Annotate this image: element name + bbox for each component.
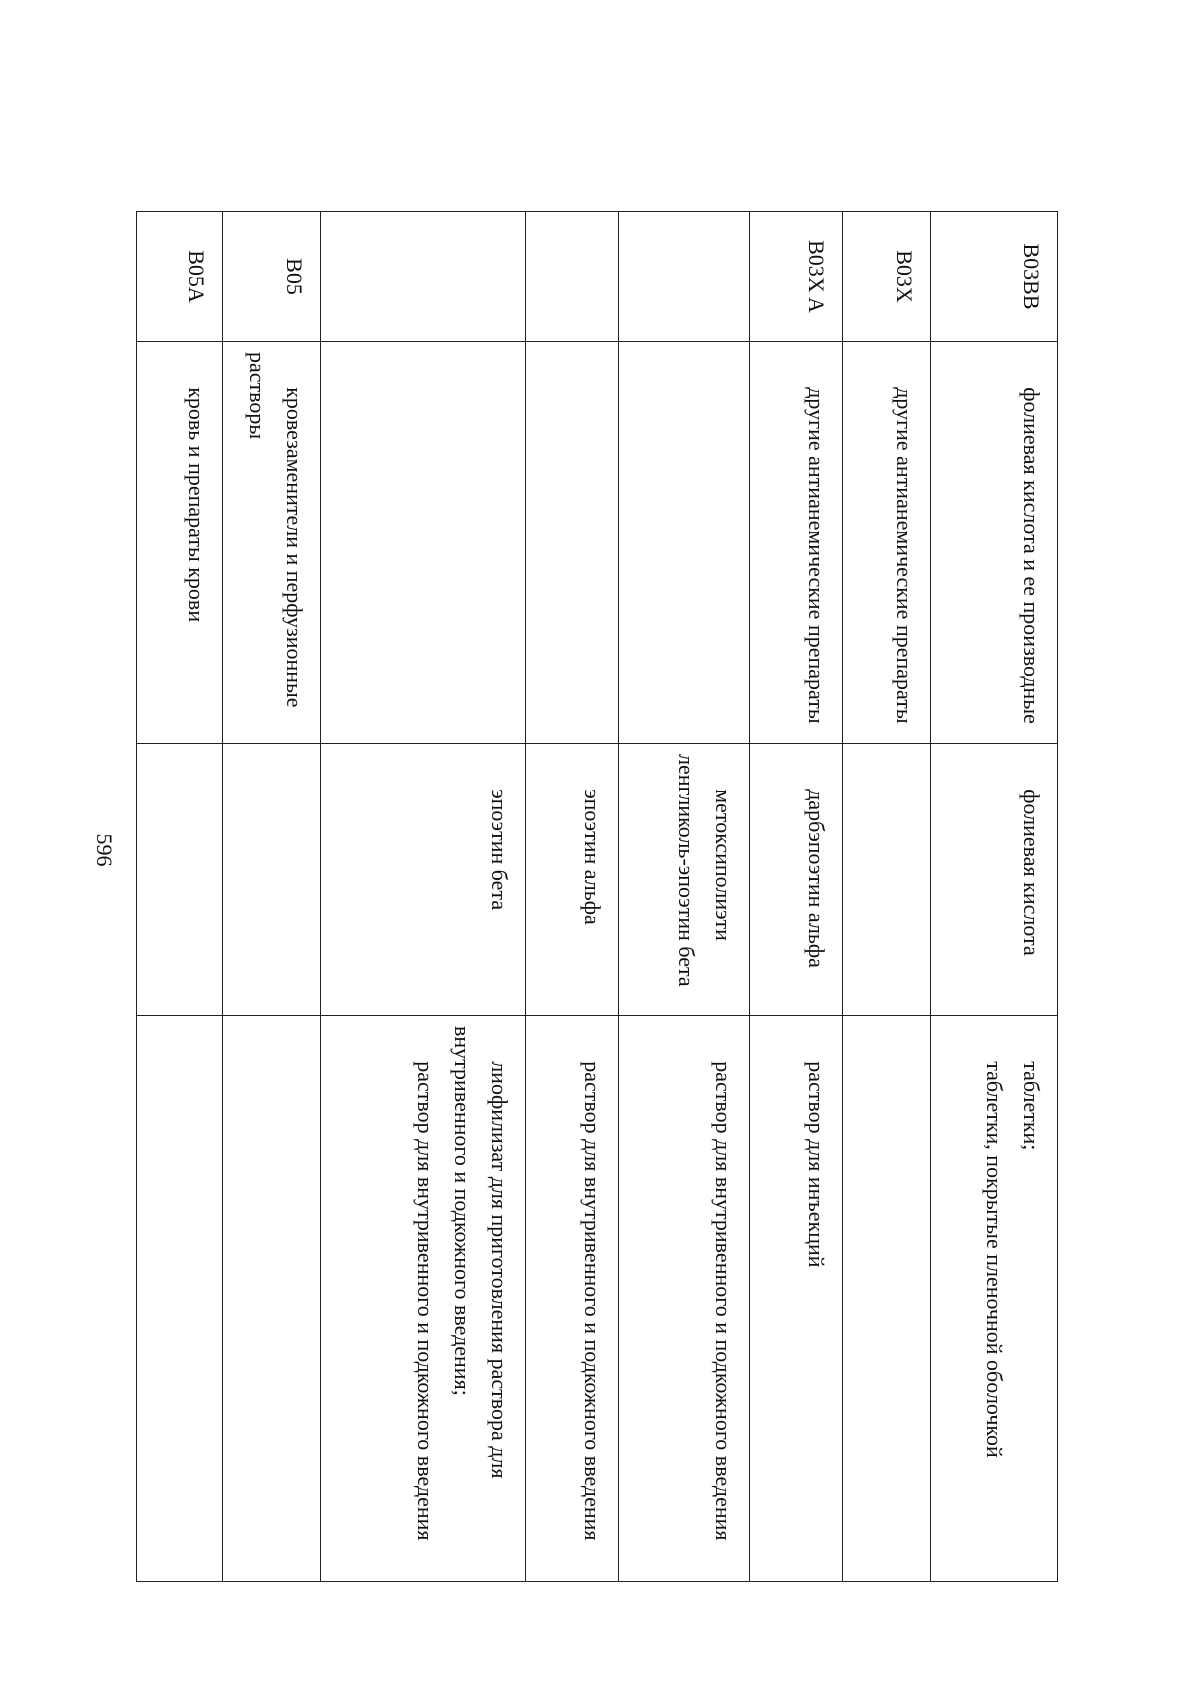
atc-code-cell: [526, 212, 619, 342]
form-line: таблетки;: [1019, 1061, 1044, 1151]
table-row: [619, 212, 750, 1582]
form-line: лиофилизат для приготовления раствора для внутривенного и подкожного введения;: [450, 1026, 512, 1479]
group-cell: другие антианемические препараты: [750, 342, 843, 744]
form-line: раствор для инъекций: [804, 1061, 829, 1268]
forms-cell: [137, 1016, 223, 1582]
atc-code-cell: B03X A: [750, 212, 843, 342]
group-cell: [619, 342, 750, 744]
forms-cell: [321, 1016, 526, 1582]
forms-cell: [931, 1016, 1058, 1582]
table-row: [526, 212, 619, 1582]
forms-cell: [526, 1016, 619, 1582]
form-line: раствор для внутривенного и подкожного введения: [580, 1061, 605, 1541]
forms-cell: [843, 1016, 931, 1582]
table-rotation-wrapper: [137, 211, 1058, 1581]
table-row: [843, 212, 931, 1582]
substance-cell: [223, 744, 321, 1016]
group-cell: кровь и препараты крови: [137, 342, 223, 744]
table-row: [750, 212, 843, 1582]
forms-cell: [223, 1016, 321, 1582]
substance-cell: фолиевая кислота: [931, 744, 1058, 1016]
atc-code-cell: B05A: [137, 212, 223, 342]
forms-cell: [750, 1016, 843, 1582]
forms-cell: [619, 1016, 750, 1582]
form-line: таблетки, покрытые пленочной оболочкой: [982, 1061, 1007, 1458]
group-cell: фолиевая кислота и ее производные: [931, 342, 1058, 744]
substance-cell: дарбэпоэтин альфа: [750, 744, 843, 1016]
atc-code-cell: B05: [223, 212, 321, 342]
page-number: 596: [92, 833, 117, 867]
substance-cell: метоксиполиэти ленгликоль-эпоэтин бета: [619, 744, 750, 1016]
table-row: [223, 212, 321, 1582]
substance-cell: [137, 744, 223, 1016]
group-cell: кровезаменители и перфузионные растворы: [223, 342, 321, 744]
table-row: [137, 212, 223, 1582]
atc-code-cell: B03X: [843, 212, 931, 342]
atc-code-cell: [619, 212, 750, 342]
table-row: [931, 212, 1058, 1582]
form-line: раствор для внутривенного и подкожного введения: [711, 1061, 736, 1541]
atc-code-cell: B03BB: [931, 212, 1058, 342]
group-cell: [526, 342, 619, 744]
substance-cell: эпоэтин бета: [321, 744, 526, 1016]
table-row: [321, 212, 526, 1582]
group-cell: другие антианемические препараты: [843, 342, 931, 744]
substance-cell: эпоэтин альфа: [526, 744, 619, 1016]
substance-cell: [843, 744, 931, 1016]
atc-code-cell: [321, 212, 526, 342]
drug-table: [136, 211, 1058, 1582]
group-cell: [321, 342, 526, 744]
form-line: раствор для внутривенного и подкожного введения: [413, 1061, 438, 1541]
